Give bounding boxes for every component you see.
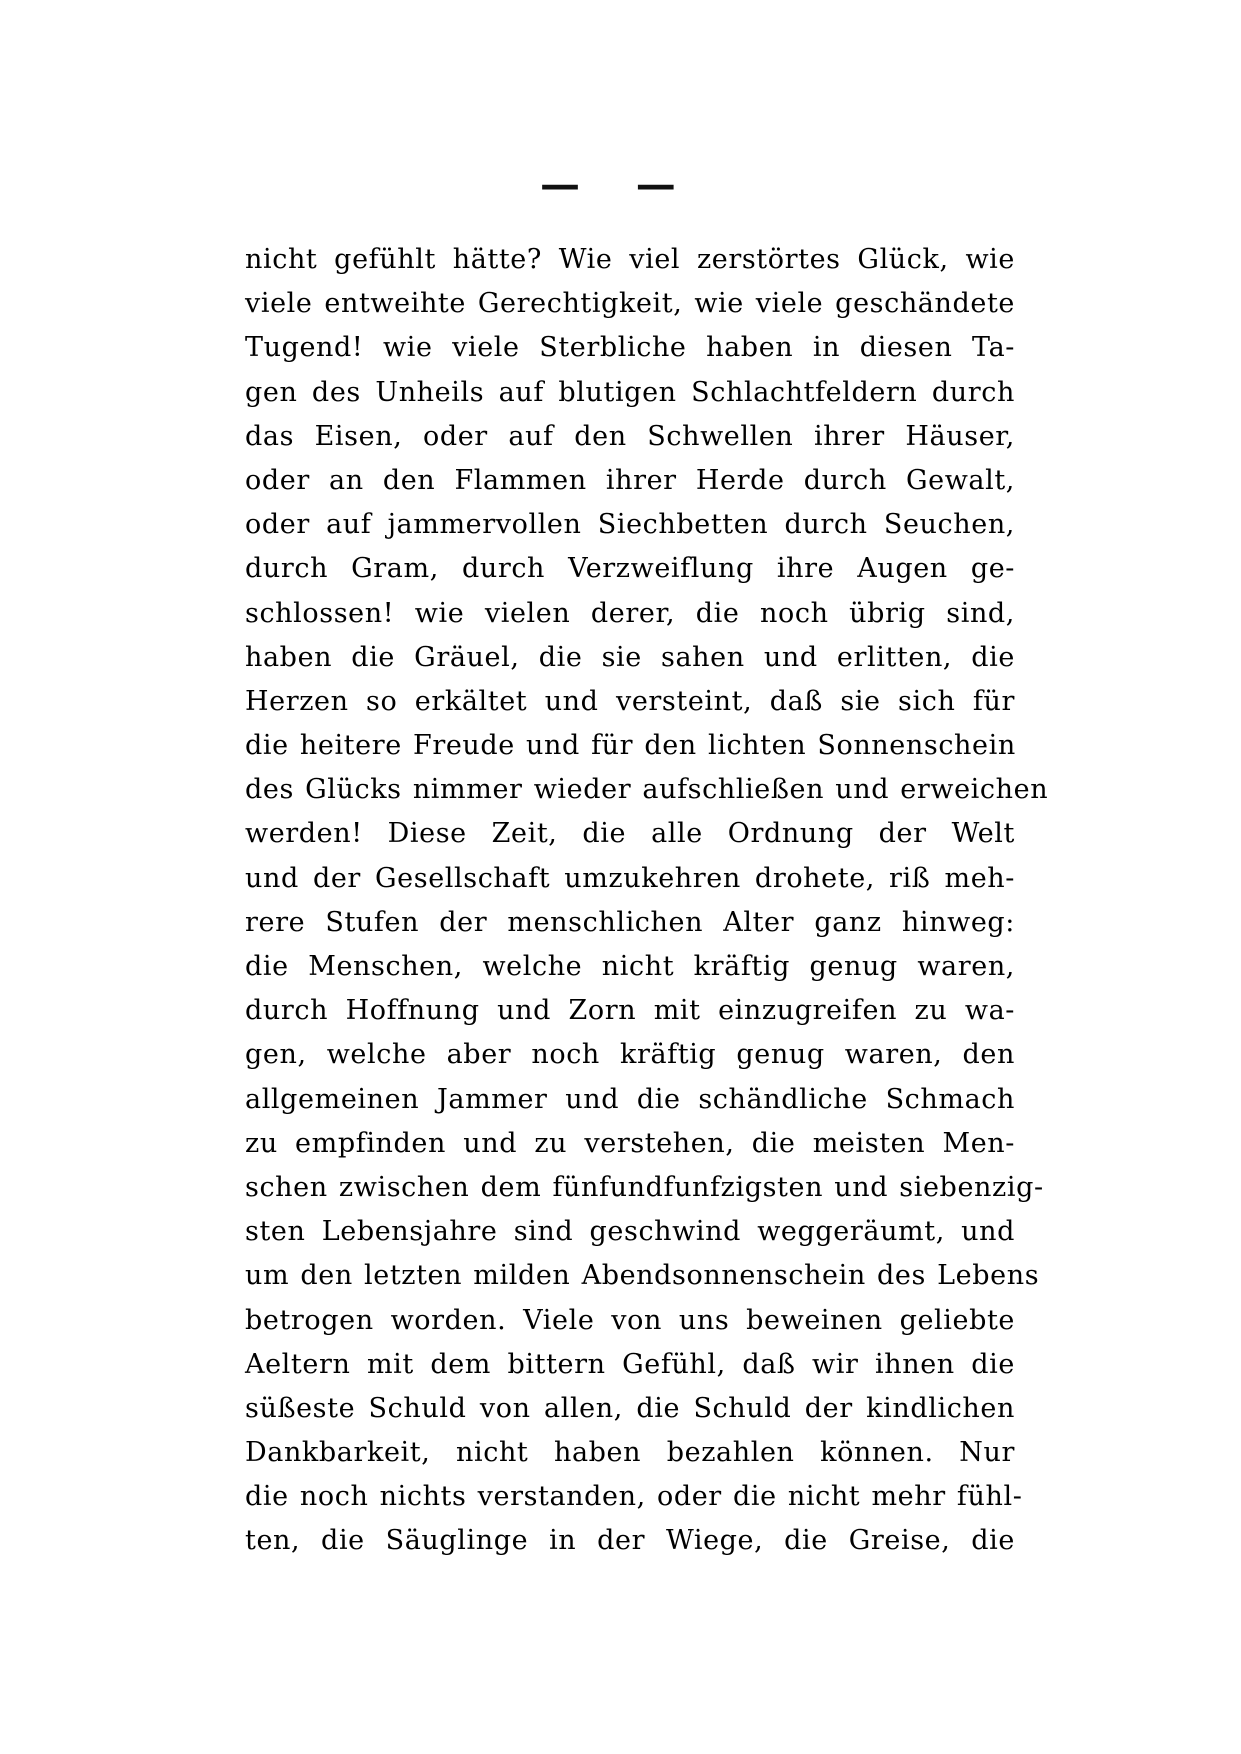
text-line: allgemeinen Jammer und die schändliche Schmach bbox=[245, 1083, 1015, 1115]
text-line: die noch nichts verstanden, oder die nicht mehr fühl- bbox=[245, 1481, 1023, 1513]
text-line: Dankbarkeit, nicht haben bezahlen können. Nur bbox=[245, 1437, 1015, 1469]
text-line: durch Gram, durch Verzweiflung ihre Augen ge- bbox=[245, 553, 1015, 585]
text-line: und der Gesellschaft umzukehren drohete, riß meh- bbox=[245, 862, 1015, 894]
text-line: oder auf jammervollen Siechbetten durch Seuchen, bbox=[245, 509, 1015, 541]
text-line: um den letzten milden Abendsonnenschein des Lebens bbox=[245, 1260, 1040, 1292]
text-line: zu empfinden und zu verstehen, die meisten Men- bbox=[245, 1127, 1015, 1159]
text-line: Herzen so erkältet und versteint, daß sie sich für bbox=[245, 685, 1015, 717]
text-line: oder an den Flammen ihrer Herde durch Gewalt, bbox=[245, 464, 1015, 496]
text-line: des Glücks nimmer wieder aufschließen und erweichen bbox=[245, 774, 1049, 806]
text-line: nicht gefühlt hätte? Wie viel zerstörtes Glück, wie bbox=[245, 244, 1015, 275]
text-line: gen, welche aber noch kräftig genug waren, den bbox=[245, 1039, 1015, 1071]
text-line: das Eisen, oder auf den Schwellen ihrer Häuser, bbox=[245, 420, 1015, 452]
text-line: die Menschen, welche nicht kräftig genug waren, bbox=[245, 951, 1015, 982]
text-line: werden! Diese Zeit, die alle Ordnung der Welt bbox=[245, 818, 1015, 850]
text-line: schlossen! wie vielen derer, die noch übrig sind, bbox=[245, 597, 1015, 629]
text-line: ten, die Säuglinge in der Wiege, die Greise, die bbox=[245, 1525, 1015, 1557]
text-line: Aeltern mit dem bittern Gefühl, daß wir ihnen die bbox=[245, 1348, 1015, 1380]
text-line: rere Stufen der menschlichen Alter ganz hinweg: bbox=[245, 906, 1015, 938]
text-line: sten Lebensjahre sind geschwind weggeräumt, und bbox=[245, 1216, 1015, 1248]
body-text bbox=[245, 238, 1049, 1568]
text-line: die heitere Freude und für den lichten Sonnenschein bbox=[245, 730, 1016, 762]
text-line: gen des Unheils auf blutigen Schlachtfeldern durch bbox=[245, 376, 1015, 408]
text-line: Tugend! wie viele Sterbliche haben in diesen Ta- bbox=[245, 332, 1015, 364]
text-line: schen zwischen dem fünfundfunfzigsten und siebenzig- bbox=[245, 1171, 1044, 1203]
text-line: süßeste Schuld von allen, die Schuld der kindlichen bbox=[245, 1392, 1015, 1424]
text-line: haben die Gräuel, die sie sahen und erlitten, die bbox=[245, 641, 1015, 673]
text-line: viele entweihte Gerechtigkeit, wie viele geschändete bbox=[245, 288, 1015, 320]
text-line: durch Hoffnung und Zorn mit einzugreifen zu wa- bbox=[245, 995, 1015, 1027]
text-line: betrogen worden. Viele von uns beweinen geliebte bbox=[245, 1304, 1015, 1336]
page-header-dashes: — — bbox=[540, 161, 676, 208]
